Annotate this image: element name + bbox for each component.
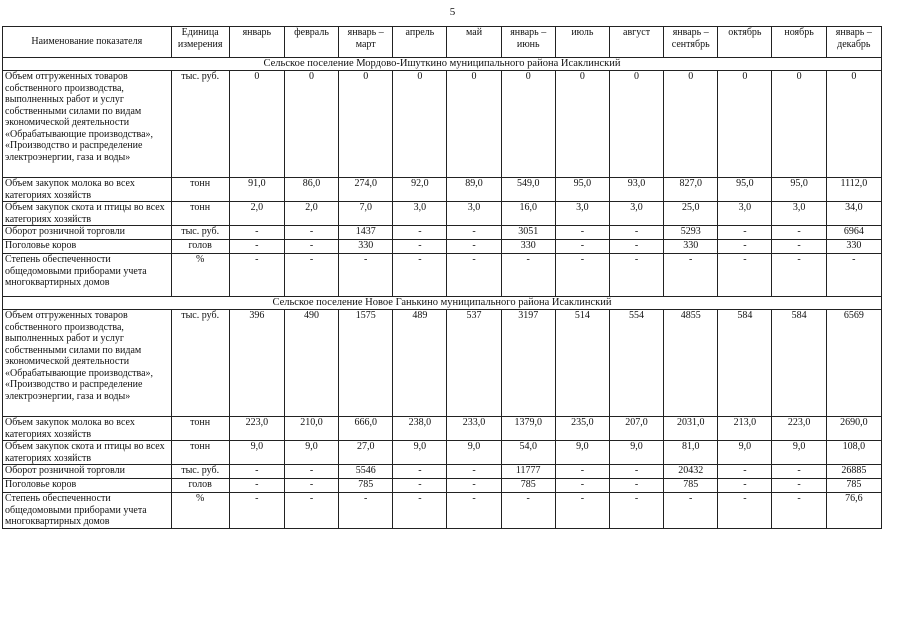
header-period: август: [609, 27, 663, 58]
indicator-unit: голов: [171, 479, 229, 493]
value-cell: -: [229, 479, 284, 493]
value-cell: -: [555, 254, 609, 297]
value-cell: 7,0: [339, 202, 393, 226]
value-cell: 95,0: [772, 178, 826, 202]
value-cell: -: [284, 240, 338, 254]
value-cell: -: [501, 254, 555, 297]
indicator-name: Объем закупок скота и птицы во всех категориях хозяйств: [3, 441, 172, 465]
value-cell: 3051: [501, 226, 555, 240]
value-cell: 95,0: [555, 178, 609, 202]
value-cell: 16,0: [501, 202, 555, 226]
value-cell: -: [229, 240, 284, 254]
value-cell: 9,0: [284, 441, 338, 465]
value-cell: 76,6: [826, 493, 881, 529]
indicator-unit: тыс. руб.: [171, 310, 229, 417]
header-period: февраль: [284, 27, 338, 58]
header-period: январь – декабрь: [826, 27, 881, 58]
value-cell: 2031,0: [664, 417, 718, 441]
value-cell: -: [447, 254, 501, 297]
header-name: Наименование показателя: [3, 27, 172, 58]
value-cell: -: [772, 465, 826, 479]
value-cell: 9,0: [555, 441, 609, 465]
value-cell: -: [393, 493, 447, 529]
value-cell: 91,0: [229, 178, 284, 202]
value-cell: 2,0: [229, 202, 284, 226]
table-row: [3, 71, 882, 178]
value-cell: -: [718, 254, 772, 297]
indicator-name: Объем закупок скота и птицы во всех категориях хозяйств: [3, 202, 172, 226]
value-cell: 6569: [826, 310, 881, 417]
table-row: [3, 441, 882, 465]
indicator-unit: тонн: [171, 417, 229, 441]
value-cell: -: [501, 493, 555, 529]
value-cell: -: [393, 240, 447, 254]
header-period: январь – март: [339, 27, 393, 58]
value-cell: -: [447, 479, 501, 493]
value-cell: 549,0: [501, 178, 555, 202]
table-row: [3, 465, 882, 479]
value-cell: 330: [826, 240, 881, 254]
value-cell: 785: [501, 479, 555, 493]
value-cell: -: [609, 465, 663, 479]
value-cell: 9,0: [609, 441, 663, 465]
indicator-name: Объем отгруженных товаров собственного производства, выполненных работ и услуг собственными силами по видам экономической деятельности «Обрабатывающие производства», «Производство и распределение электроэнергии, газа и воды»: [3, 71, 172, 178]
value-cell: 274,0: [339, 178, 393, 202]
value-cell: 3,0: [772, 202, 826, 226]
value-cell: -: [609, 240, 663, 254]
value-cell: 489: [393, 310, 447, 417]
value-cell: -: [718, 479, 772, 493]
value-cell: 9,0: [393, 441, 447, 465]
value-cell: 0: [393, 71, 447, 178]
value-cell: -: [447, 240, 501, 254]
value-cell: 330: [339, 240, 393, 254]
value-cell: 20432: [664, 465, 718, 479]
indicator-unit: тонн: [171, 202, 229, 226]
value-cell: -: [229, 465, 284, 479]
value-cell: 0: [664, 71, 718, 178]
value-cell: -: [393, 465, 447, 479]
header-period: ноябрь: [772, 27, 826, 58]
header-period: июль: [555, 27, 609, 58]
value-cell: -: [555, 240, 609, 254]
value-cell: -: [284, 479, 338, 493]
value-cell: 89,0: [447, 178, 501, 202]
indicator-unit: %: [171, 254, 229, 297]
value-cell: 34,0: [826, 202, 881, 226]
section-title: Сельское поселение Мордово-Ишуткино муниципального района Исаклинский: [3, 58, 882, 71]
value-cell: 3,0: [393, 202, 447, 226]
value-cell: 4855: [664, 310, 718, 417]
value-cell: 490: [284, 310, 338, 417]
value-cell: 3197: [501, 310, 555, 417]
value-cell: 27,0: [339, 441, 393, 465]
value-cell: -: [609, 479, 663, 493]
value-cell: 2690,0: [826, 417, 881, 441]
value-cell: 330: [664, 240, 718, 254]
value-cell: -: [664, 493, 718, 529]
value-cell: 233,0: [447, 417, 501, 441]
value-cell: 213,0: [718, 417, 772, 441]
value-cell: 95,0: [718, 178, 772, 202]
value-cell: 9,0: [229, 441, 284, 465]
table-row: [3, 178, 882, 202]
header-period: январь – июнь: [501, 27, 555, 58]
indicator-name: Степень обеспеченности общедомовыми приборами учета многоквартирных домов: [3, 254, 172, 297]
indicator-unit: голов: [171, 240, 229, 254]
value-cell: 210,0: [284, 417, 338, 441]
value-cell: -: [772, 493, 826, 529]
table-row: [3, 240, 882, 254]
value-cell: 235,0: [555, 417, 609, 441]
value-cell: 5293: [664, 226, 718, 240]
indicator-name: Оборот розничной торговли: [3, 226, 172, 240]
value-cell: 238,0: [393, 417, 447, 441]
value-cell: -: [718, 226, 772, 240]
value-cell: 0: [229, 71, 284, 178]
value-cell: 0: [447, 71, 501, 178]
value-cell: 86,0: [284, 178, 338, 202]
table-row: [3, 493, 882, 529]
value-cell: 3,0: [555, 202, 609, 226]
header-unit: Единица измерения: [171, 27, 229, 58]
value-cell: 514: [555, 310, 609, 417]
value-cell: 0: [501, 71, 555, 178]
indicator-name: Объем закупок молока во всех категориях хозяйств: [3, 417, 172, 441]
table-row: [3, 254, 882, 297]
value-cell: 0: [609, 71, 663, 178]
value-cell: -: [609, 226, 663, 240]
value-cell: 54,0: [501, 441, 555, 465]
value-cell: -: [284, 465, 338, 479]
value-cell: 3,0: [609, 202, 663, 226]
value-cell: 396: [229, 310, 284, 417]
value-cell: 223,0: [772, 417, 826, 441]
value-cell: -: [609, 493, 663, 529]
value-cell: 6964: [826, 226, 881, 240]
value-cell: -: [229, 226, 284, 240]
value-cell: 1112,0: [826, 178, 881, 202]
value-cell: 0: [718, 71, 772, 178]
value-cell: 2,0: [284, 202, 338, 226]
value-cell: 5546: [339, 465, 393, 479]
value-cell: 0: [284, 71, 338, 178]
value-cell: -: [772, 479, 826, 493]
indicator-name: Объем отгруженных товаров собственного производства, выполненных работ и услуг собственными силами по видам экономической деятельности «Обрабатывающие производства», «Производство и распределение электроэнергии, газа и воды»: [3, 310, 172, 417]
value-cell: 785: [664, 479, 718, 493]
indicator-name: Поголовье коров: [3, 479, 172, 493]
indicator-unit: тыс. руб.: [171, 71, 229, 178]
report-table: [2, 26, 882, 529]
value-cell: 108,0: [826, 441, 881, 465]
value-cell: 0: [772, 71, 826, 178]
header-period: апрель: [393, 27, 447, 58]
table-row: [3, 310, 882, 417]
indicator-unit: %: [171, 493, 229, 529]
value-cell: -: [718, 465, 772, 479]
value-cell: 223,0: [229, 417, 284, 441]
value-cell: -: [393, 254, 447, 297]
value-cell: 81,0: [664, 441, 718, 465]
value-cell: -: [555, 479, 609, 493]
table-row: [3, 417, 882, 441]
value-cell: 9,0: [772, 441, 826, 465]
value-cell: 207,0: [609, 417, 663, 441]
section-title: Сельское поселение Новое Ганькино муниципального района Исаклинский: [3, 297, 882, 310]
indicator-name: Объем закупок молока во всех категориях хозяйств: [3, 178, 172, 202]
value-cell: -: [826, 254, 881, 297]
value-cell: 1379,0: [501, 417, 555, 441]
header-period: май: [447, 27, 501, 58]
value-cell: -: [393, 479, 447, 493]
table-row: [3, 479, 882, 493]
value-cell: -: [555, 226, 609, 240]
value-cell: 0: [339, 71, 393, 178]
indicator-name: Оборот розничной торговли: [3, 465, 172, 479]
value-cell: 0: [555, 71, 609, 178]
indicator-unit: тыс. руб.: [171, 465, 229, 479]
header-period: январь: [229, 27, 284, 58]
value-cell: -: [229, 254, 284, 297]
page-number: 5: [449, 6, 456, 18]
section-title-row: [3, 297, 882, 310]
value-cell: -: [447, 493, 501, 529]
value-cell: 26885: [826, 465, 881, 479]
section-title-row: [3, 58, 882, 71]
table-row: [3, 226, 882, 240]
value-cell: -: [447, 465, 501, 479]
value-cell: -: [284, 226, 338, 240]
value-cell: -: [447, 226, 501, 240]
value-cell: 93,0: [609, 178, 663, 202]
value-cell: 584: [718, 310, 772, 417]
value-cell: 827,0: [664, 178, 718, 202]
indicator-unit: тыс. руб.: [171, 226, 229, 240]
value-cell: 11777: [501, 465, 555, 479]
value-cell: 785: [339, 479, 393, 493]
value-cell: 25,0: [664, 202, 718, 226]
value-cell: 3,0: [718, 202, 772, 226]
value-cell: 3,0: [447, 202, 501, 226]
value-cell: 537: [447, 310, 501, 417]
value-cell: 554: [609, 310, 663, 417]
table-row: [3, 202, 882, 226]
value-cell: -: [393, 226, 447, 240]
indicator-unit: тонн: [171, 441, 229, 465]
header-row: [3, 27, 882, 58]
indicator-name: Поголовье коров: [3, 240, 172, 254]
value-cell: -: [772, 226, 826, 240]
header-period: январь – сентябрь: [664, 27, 718, 58]
value-cell: 330: [501, 240, 555, 254]
value-cell: -: [284, 254, 338, 297]
value-cell: -: [718, 493, 772, 529]
value-cell: 9,0: [718, 441, 772, 465]
value-cell: 1437: [339, 226, 393, 240]
header-period: октябрь: [718, 27, 772, 58]
value-cell: -: [229, 493, 284, 529]
value-cell: -: [718, 240, 772, 254]
value-cell: 1575: [339, 310, 393, 417]
value-cell: -: [772, 254, 826, 297]
value-cell: -: [339, 493, 393, 529]
value-cell: -: [664, 254, 718, 297]
value-cell: 584: [772, 310, 826, 417]
indicator-unit: тонн: [171, 178, 229, 202]
value-cell: 785: [826, 479, 881, 493]
value-cell: 0: [826, 71, 881, 178]
value-cell: 9,0: [447, 441, 501, 465]
value-cell: -: [555, 465, 609, 479]
value-cell: 666,0: [339, 417, 393, 441]
indicator-name: Степень обеспеченности общедомовыми приборами учета многоквартирных домов: [3, 493, 172, 529]
value-cell: -: [284, 493, 338, 529]
value-cell: -: [772, 240, 826, 254]
value-cell: -: [609, 254, 663, 297]
value-cell: -: [339, 254, 393, 297]
value-cell: 92,0: [393, 178, 447, 202]
value-cell: -: [555, 493, 609, 529]
